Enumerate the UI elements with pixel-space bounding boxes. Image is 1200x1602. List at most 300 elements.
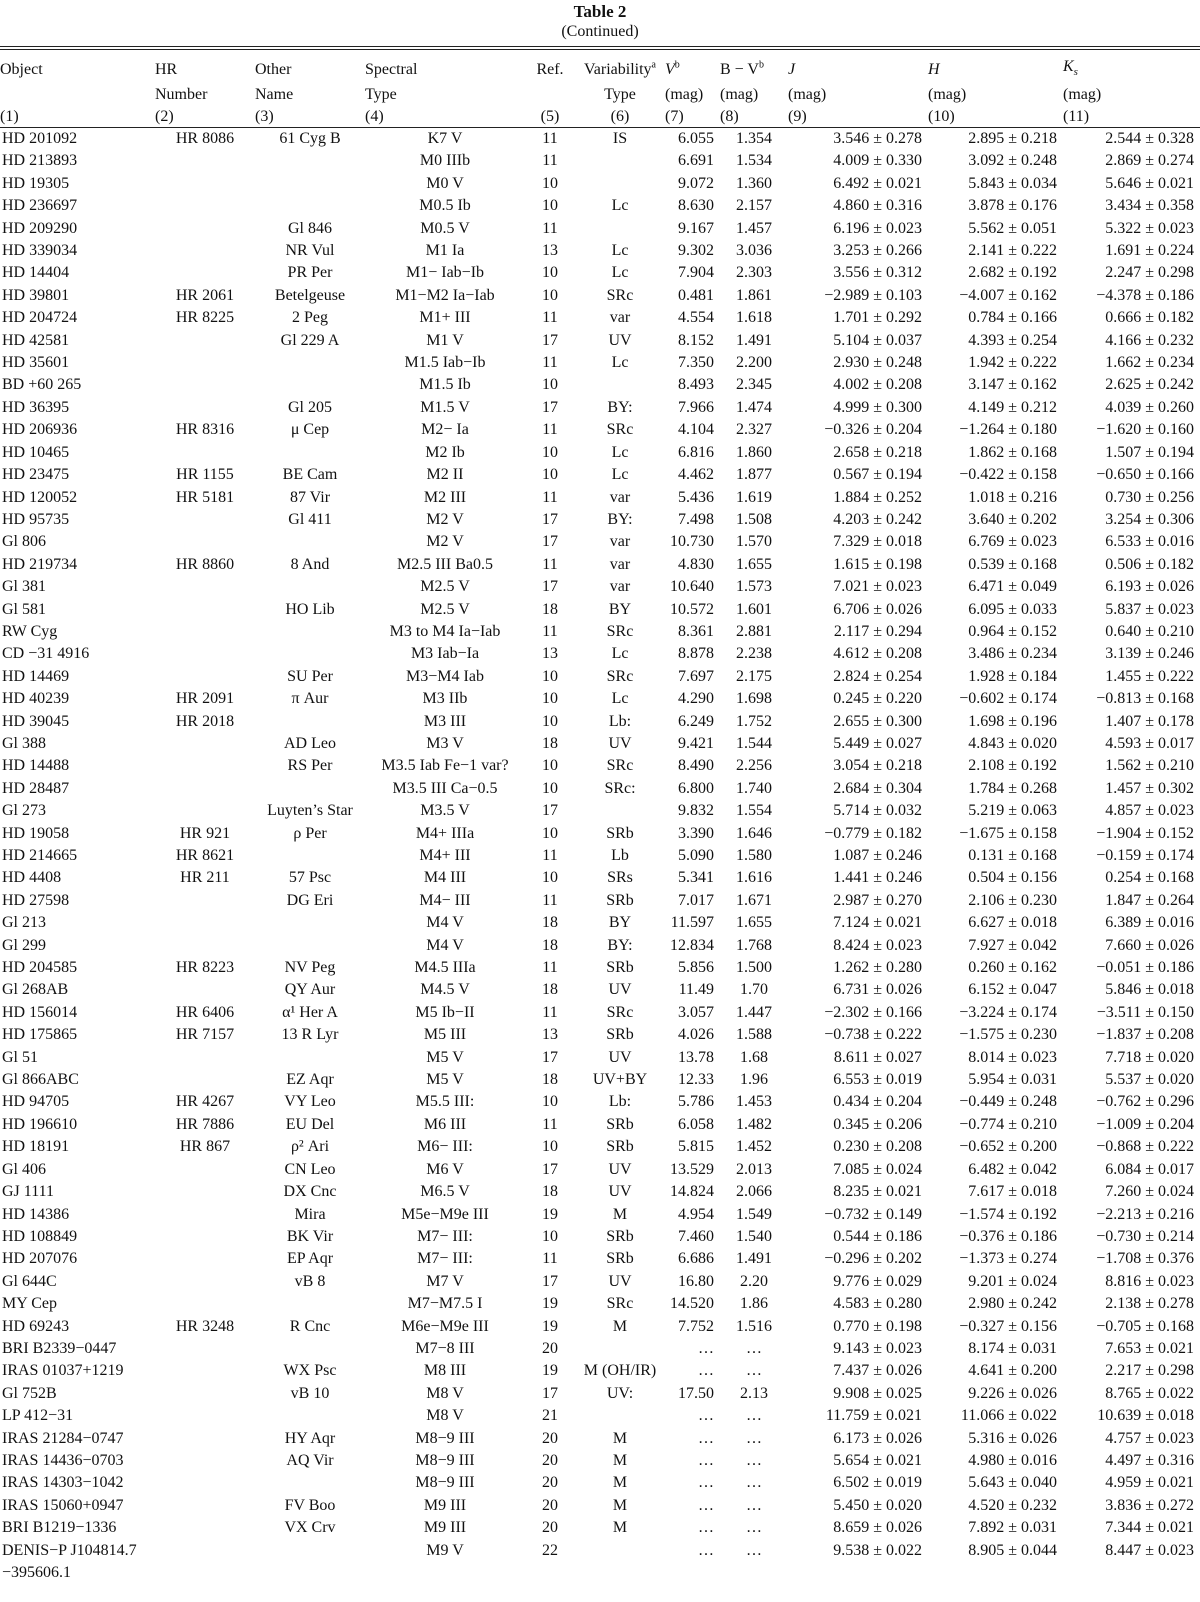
table-cell: 17 (542, 1272, 558, 1290)
table-cell: −1.904 ± 0.152 (1096, 824, 1194, 842)
table-row (0, 845, 1200, 867)
table-cell: 6.769 ± 0.023 (968, 533, 1057, 551)
table-row (0, 1136, 1200, 1158)
table-cell: HD 196610 (2, 1115, 78, 1133)
table-row (0, 1226, 1200, 1248)
table-cell: M4+ IIIa (415, 824, 475, 842)
table-cell: SRb (606, 959, 634, 977)
table-cell: M9 V (426, 1541, 464, 1559)
table-cell: 1.540 (736, 1227, 772, 1245)
table-cell: HD 206936 (2, 421, 78, 439)
table-cell: ρ Per (293, 824, 327, 842)
table-cell: QY Aur (284, 981, 336, 999)
table-cell: 1.698 (736, 690, 772, 708)
table-cell: M2 V (426, 510, 464, 528)
table-cell: 6.389 ± 0.016 (1105, 914, 1194, 932)
table-cell: 1.646 (736, 824, 772, 842)
table-cell: BY: (607, 936, 633, 954)
table-cell: 6.691 (678, 152, 714, 170)
table-cell: 2.238 (736, 645, 772, 663)
table-cell: 11 (542, 891, 558, 909)
table-cell: BY (608, 914, 632, 932)
table-cell: 19 (542, 1295, 558, 1313)
table-cell (575, 374, 665, 396)
table-cell: 4.009 ± 0.330 (833, 152, 922, 170)
table-cell: 2.345 (736, 376, 772, 394)
table-row (0, 666, 1200, 688)
table-cell: M8−9 III (415, 1474, 475, 1492)
table-row (0, 576, 1200, 598)
table-cell (155, 1204, 255, 1226)
table-cell: Gl 273 (2, 802, 46, 820)
table-row (0, 1069, 1200, 1091)
table-cell: 17 (542, 1160, 558, 1178)
table-cell: HD 95735 (2, 510, 70, 528)
table-cell: 4.104 (678, 421, 714, 439)
table-subtitle: (Continued) (561, 23, 639, 40)
table-row (0, 330, 1200, 352)
table-cell: SRb (606, 1250, 634, 1268)
table-cell (575, 1562, 665, 1584)
table-cell: 2.256 (736, 757, 772, 775)
table-cell: CN Leo (284, 1160, 336, 1178)
column-header (0, 106, 155, 128)
table-cell: 7.350 (678, 354, 714, 372)
table-cell: Gl 411 (288, 510, 332, 528)
column-header-text: (mag) (928, 85, 967, 103)
table-cell: Gl 644C (2, 1272, 57, 1290)
column-header-text: (6) (610, 108, 630, 125)
table-cell: 5.219 ± 0.063 (968, 802, 1057, 820)
table-cell: 1.457 ± 0.302 (1105, 779, 1194, 797)
column-header-text: (10) (928, 108, 955, 125)
table-row (0, 1002, 1200, 1024)
footnote-marker: b (674, 59, 680, 71)
table-row (0, 240, 1200, 262)
table-cell (255, 1540, 365, 1562)
table-cell (155, 195, 255, 217)
table-cell (155, 1495, 255, 1517)
table-cell (255, 845, 365, 867)
table-cell: 11 (542, 488, 558, 506)
table-cell: M0.5 Ib (419, 197, 471, 215)
table-cell: VX Crv (284, 1519, 336, 1537)
table-cell: μ Cep (290, 421, 330, 439)
column-header-text: Spectral (365, 60, 418, 78)
table-cell: 7.966 (678, 398, 714, 416)
column-header-text: Other (255, 60, 292, 78)
table-cell: M2.5 III Ba0.5 (397, 555, 493, 573)
table-cell: 4.857 ± 0.023 (1105, 802, 1194, 820)
table-cell (255, 711, 365, 733)
table-cell: M2.5 V (420, 578, 470, 596)
table-cell: HD 204585 (2, 959, 78, 977)
table-cell: 1.491 (736, 1250, 772, 1268)
table-row (0, 867, 1200, 889)
table-cell: M6 V (426, 1160, 464, 1178)
table-cell: 4.757 ± 0.023 (1105, 1429, 1194, 1447)
table-cell: MY Cep (2, 1295, 57, 1313)
table-cell: 1.752 (736, 712, 772, 730)
table-row (0, 1047, 1200, 1069)
column-header (155, 106, 255, 128)
table-cell: 1.615 ± 0.198 (833, 555, 922, 573)
table-cell: 1.441 ± 0.246 (833, 869, 922, 887)
table-cell: 6.196 ± 0.023 (833, 219, 922, 237)
table-cell: M (612, 1205, 628, 1223)
table-cell: … (698, 1541, 714, 1559)
table-cell: HR 3248 (175, 1317, 235, 1335)
table-cell: 61 Cyg B (279, 130, 341, 147)
table-cell: Gl 205 (288, 398, 332, 416)
table-cell: 5.450 ± 0.020 (833, 1496, 922, 1514)
table-cell: 11.49 (678, 981, 714, 999)
table-cell: M1.5 V (420, 398, 470, 416)
table-cell: 6.249 (678, 712, 714, 730)
column-header (788, 106, 928, 128)
table-cell (155, 1293, 255, 1315)
table-cell: 1.580 (736, 847, 772, 864)
column-header (788, 56, 928, 84)
table-cell: 20 (542, 1496, 558, 1514)
table-cell: SRb (606, 1227, 634, 1245)
table-cell: 4.583 ± 0.280 (833, 1295, 922, 1313)
table-cell: Lc (611, 242, 629, 260)
table-cell (255, 1562, 365, 1584)
table-cell: M1 Ia (425, 242, 465, 260)
table-cell: SRc (606, 1003, 634, 1021)
table-cell: −0.449 ± 0.248 (959, 1093, 1057, 1111)
table-cell: 1.877 (736, 466, 772, 484)
table-cell: 3.546 ± 0.278 (833, 130, 922, 147)
column-header (720, 84, 788, 106)
table-cell: HD 69243 (2, 1317, 70, 1335)
table-cell: Luyten’s Star (267, 802, 353, 820)
table-row (0, 509, 1200, 531)
table-cell: M3 to M4 Ia−Iab (389, 622, 501, 640)
table-cell: M4.5 IIIa (414, 959, 476, 977)
table-cell: 5.654 ± 0.021 (833, 1451, 922, 1469)
table-cell: M1−M2 Ia−Iab (395, 286, 495, 304)
table-row (0, 374, 1200, 396)
table-cell: HR 8860 (175, 555, 235, 573)
table-cell: HR 8225 (175, 309, 235, 327)
table-cell: 4.520 ± 0.232 (968, 1496, 1057, 1514)
column-header (720, 106, 788, 128)
table-cell: −2.302 ± 0.166 (824, 1003, 922, 1021)
table-cell: 5.436 (678, 488, 714, 506)
table-cell: 1.573 (736, 578, 772, 596)
column-header (1063, 106, 1200, 128)
table-cell (575, 800, 665, 822)
table-cell: HD 219734 (2, 555, 78, 573)
table-cell: 11 (542, 959, 558, 977)
table-cell: SRc: (604, 779, 636, 797)
column-header-text: Variability (584, 60, 652, 78)
column-header (155, 84, 255, 106)
table-cell: 2.684 ± 0.304 (833, 779, 922, 797)
table-cell: 4.612 ± 0.208 (833, 645, 922, 663)
table-cell: 8.630 (678, 197, 714, 215)
table-cell: HD 209290 (2, 219, 78, 237)
table-cell (255, 531, 365, 553)
table-cell: 4.002 ± 0.208 (833, 376, 922, 394)
table-cell: 2.658 ± 0.218 (833, 443, 922, 461)
table-cell: 1.508 (736, 510, 772, 528)
table-cell: 1.516 (736, 1317, 772, 1335)
table-cell: M5 Ib−II (415, 1003, 475, 1021)
table-title: Table 2 (573, 2, 627, 21)
table-cell: 17 (542, 1048, 558, 1066)
table-cell: EZ Aqr (286, 1071, 334, 1089)
table-cell: 7.892 ± 0.031 (968, 1519, 1057, 1537)
table-cell: 2 Peg (292, 309, 328, 327)
table-cell: 6.502 ± 0.019 (833, 1474, 922, 1492)
table-cell (928, 1562, 1063, 1584)
table-cell: 9.908 ± 0.025 (833, 1384, 922, 1402)
table-cell: UV (608, 331, 632, 349)
table-cell: 13 R Lyr (281, 1026, 339, 1044)
table-cell: 10 (542, 824, 558, 842)
table-cell: π Aur (291, 690, 329, 708)
table-cell (155, 218, 255, 240)
table-cell: Gl 229 A (280, 331, 340, 349)
table-cell: 4.393 ± 0.254 (968, 331, 1057, 349)
table-cell: 11 (542, 219, 558, 237)
table-cell: Lc (611, 264, 629, 282)
column-header (575, 106, 665, 128)
header-row-1 (0, 56, 1200, 84)
table-cell (575, 1338, 665, 1360)
table-cell: Gl 752B (2, 1384, 57, 1402)
table-cell: M1 V (426, 331, 464, 349)
table-cell (255, 778, 365, 800)
table-cell: 4.290 (678, 690, 714, 708)
table-cell: M7− III: (417, 1227, 473, 1245)
table-cell: −0.868 ± 0.222 (1096, 1138, 1194, 1156)
table-cell: HD 36395 (2, 398, 70, 416)
table-cell: 7.085 ± 0.024 (833, 1160, 922, 1178)
table-row (0, 442, 1200, 464)
table-cell: HR 867 (179, 1138, 231, 1156)
column-header (928, 106, 1063, 128)
table-cell: 6.084 ± 0.017 (1105, 1160, 1194, 1178)
table-cell: 1.588 (736, 1026, 772, 1044)
table-cell: −2.213 ± 0.216 (1096, 1205, 1194, 1223)
column-header-text: (11) (1063, 108, 1090, 125)
table-cell: M7 V (426, 1272, 464, 1290)
table-cell: 6.686 (678, 1250, 714, 1268)
table-cell: AQ Vir (286, 1451, 334, 1469)
table-cell: 14.824 (670, 1183, 714, 1201)
table-cell: 6.492 ± 0.021 (833, 174, 922, 192)
table-cell: 1.474 (736, 398, 772, 416)
table-cell: 1.507 ± 0.194 (1105, 443, 1194, 461)
table-row (0, 1024, 1200, 1046)
table-cell: 13 (542, 242, 558, 260)
table-cell: 4.641 ± 0.200 (968, 1362, 1057, 1380)
table-cell: 1.861 (736, 286, 772, 304)
table-cell: HO Lib (285, 600, 335, 618)
table-cell: M8−9 III (415, 1429, 475, 1447)
table-cell: IRAS 21284−0747 (2, 1429, 124, 1447)
table-cell: var (609, 533, 631, 551)
table-row (0, 957, 1200, 979)
table-cell: 1.452 (736, 1138, 772, 1156)
table-cell: M3.5 V (420, 802, 470, 820)
table-cell: SRc (606, 757, 634, 775)
table-cell: M (612, 1429, 628, 1447)
table-cell: HD 201092 (2, 130, 78, 147)
table-cell: 0.770 ± 0.198 (833, 1317, 922, 1335)
table-cell: 4.593 ± 0.017 (1105, 734, 1194, 752)
table-cell: 5.815 (678, 1138, 714, 1156)
table-cell: HD 14404 (2, 264, 70, 282)
table-cell: UV (608, 981, 632, 999)
table-cell: 9.072 (678, 174, 714, 192)
column-header (928, 56, 1063, 84)
table-cell: M (612, 1519, 628, 1537)
table-cell: … (698, 1496, 714, 1514)
table-cell: AD Leo (284, 734, 336, 752)
table-cell (155, 599, 255, 621)
table-cell: 8.905 ± 0.044 (968, 1541, 1057, 1559)
header-row-3 (0, 106, 1200, 128)
table-row (0, 823, 1200, 845)
table-cell: HD 94705 (2, 1093, 70, 1111)
table-cell: −0.602 ± 0.174 (959, 690, 1057, 708)
table-cell: 2.881 (736, 622, 772, 640)
table-cell: M2.5 V (420, 600, 470, 618)
table-cell: 19 (542, 1317, 558, 1335)
table-cell: HD 39045 (2, 712, 70, 730)
table-cell: 4.860 ± 0.316 (833, 197, 922, 215)
table-cell: 2.303 (736, 264, 772, 282)
table-cell: 5.449 ± 0.027 (833, 734, 922, 752)
table-cell: HD 35601 (2, 354, 70, 372)
table-cell (155, 621, 255, 643)
table-cell: M7−M7.5 I (407, 1295, 483, 1313)
footnote-marker: b (758, 59, 764, 71)
table-row (0, 397, 1200, 419)
table-cell: HD 27598 (2, 891, 70, 909)
table-cell (155, 1428, 255, 1450)
table-cell: HR 921 (179, 824, 231, 842)
table-cell: 20 (542, 1451, 558, 1469)
table-cell: 1.544 (736, 734, 772, 752)
table-cell: 7.927 ± 0.042 (968, 936, 1057, 954)
table-cell: SRb (606, 891, 634, 909)
table-cell: HD 120052 (2, 488, 78, 506)
table-row (0, 1271, 1200, 1293)
table-cell: 11 (542, 622, 558, 640)
table-cell: 4.149 ± 0.212 (968, 398, 1057, 416)
table-cell: 10 (542, 197, 558, 215)
table-cell: 20 (542, 1339, 558, 1357)
table-cell: 11.597 (670, 914, 714, 932)
table-cell: CD −31 4916 (2, 645, 90, 663)
table-cell: 6.055 (678, 130, 714, 147)
table-cell: 2.682 ± 0.192 (968, 264, 1057, 282)
table-cell: 10 (542, 174, 558, 192)
table-cell: 4.999 ± 0.300 (833, 398, 922, 416)
table-cell (155, 173, 255, 195)
column-header-text: (7) (665, 108, 684, 125)
table-cell: 7.329 ± 0.018 (833, 533, 922, 551)
column-header-text: (mag) (665, 85, 704, 103)
table-cell: 17 (542, 802, 558, 820)
table-cell: 4.954 (678, 1205, 714, 1223)
table-cell: Gl 268AB (2, 981, 69, 999)
table-cell: −0.326 ± 0.204 (824, 421, 922, 439)
column-header-text: (8) (720, 108, 739, 125)
table-cell: 5.316 ± 0.026 (968, 1429, 1057, 1447)
table-cell: 19 (542, 1205, 558, 1223)
table-cell: 1.86 (740, 1295, 768, 1313)
column-header-text: Number (155, 85, 208, 103)
table-cell: 8 And (290, 555, 330, 573)
table-cell (155, 1047, 255, 1069)
table-cell: Gl 388 (2, 734, 46, 752)
table-cell: 1.784 ± 0.268 (968, 779, 1057, 797)
table-row (0, 755, 1200, 777)
table-cell (155, 262, 255, 284)
table-cell: 5.846 ± 0.018 (1105, 981, 1194, 999)
table-cell: 7.017 (678, 891, 714, 909)
table-cell: 0.434 ± 0.204 (833, 1093, 922, 1111)
table-cell (255, 1293, 365, 1315)
table-cell (255, 442, 365, 464)
table-cell: 2.869 ± 0.274 (1105, 152, 1194, 170)
table-cell: M3−M4 Iab (406, 667, 484, 685)
table-cell: −2.989 ± 0.103 (824, 286, 922, 304)
table-row (0, 800, 1200, 822)
column-header (155, 56, 255, 84)
table-cell: 5.714 ± 0.032 (833, 802, 922, 820)
table-cell: M4 III (423, 869, 467, 887)
column-header-text: (5) (540, 108, 560, 125)
table-cell: 1.482 (736, 1115, 772, 1133)
table-cell: M2 V (426, 533, 464, 551)
table-cell: 3.254 ± 0.306 (1105, 510, 1194, 528)
table-cell: 6.627 ± 0.018 (968, 914, 1057, 932)
table-cell (155, 1383, 255, 1405)
table-cell: 4.497 ± 0.316 (1105, 1451, 1194, 1469)
table-cell: 0.481 (678, 286, 714, 304)
table-cell: Gl 581 (2, 600, 46, 618)
table-row (0, 307, 1200, 329)
table-cell: −0.422 ± 0.158 (959, 466, 1057, 484)
table-cell: 7.460 (678, 1227, 714, 1245)
table-cell: −4.378 ± 0.186 (1096, 286, 1194, 304)
table-cell (255, 621, 365, 643)
table-cell: var (609, 555, 631, 573)
table-cell: 20 (542, 1474, 558, 1492)
table-cell: K7 V (427, 130, 463, 147)
table-cell: 7.021 ± 0.023 (833, 578, 922, 596)
table-cell: 1.740 (736, 779, 772, 797)
table-cell: Gl 846 (288, 219, 332, 237)
table-cell: RS Per (287, 757, 333, 775)
table-cell: 3.054 ± 0.218 (833, 757, 922, 775)
table-cell: HR 8086 (175, 130, 235, 147)
table-cell: M3 V (426, 734, 464, 752)
table-cell: 18 (542, 936, 558, 954)
table-cell: 10 (542, 690, 558, 708)
table-cell: 17 (542, 1384, 558, 1402)
table-cell: … (698, 1519, 714, 1537)
table-cell (1063, 1562, 1200, 1584)
